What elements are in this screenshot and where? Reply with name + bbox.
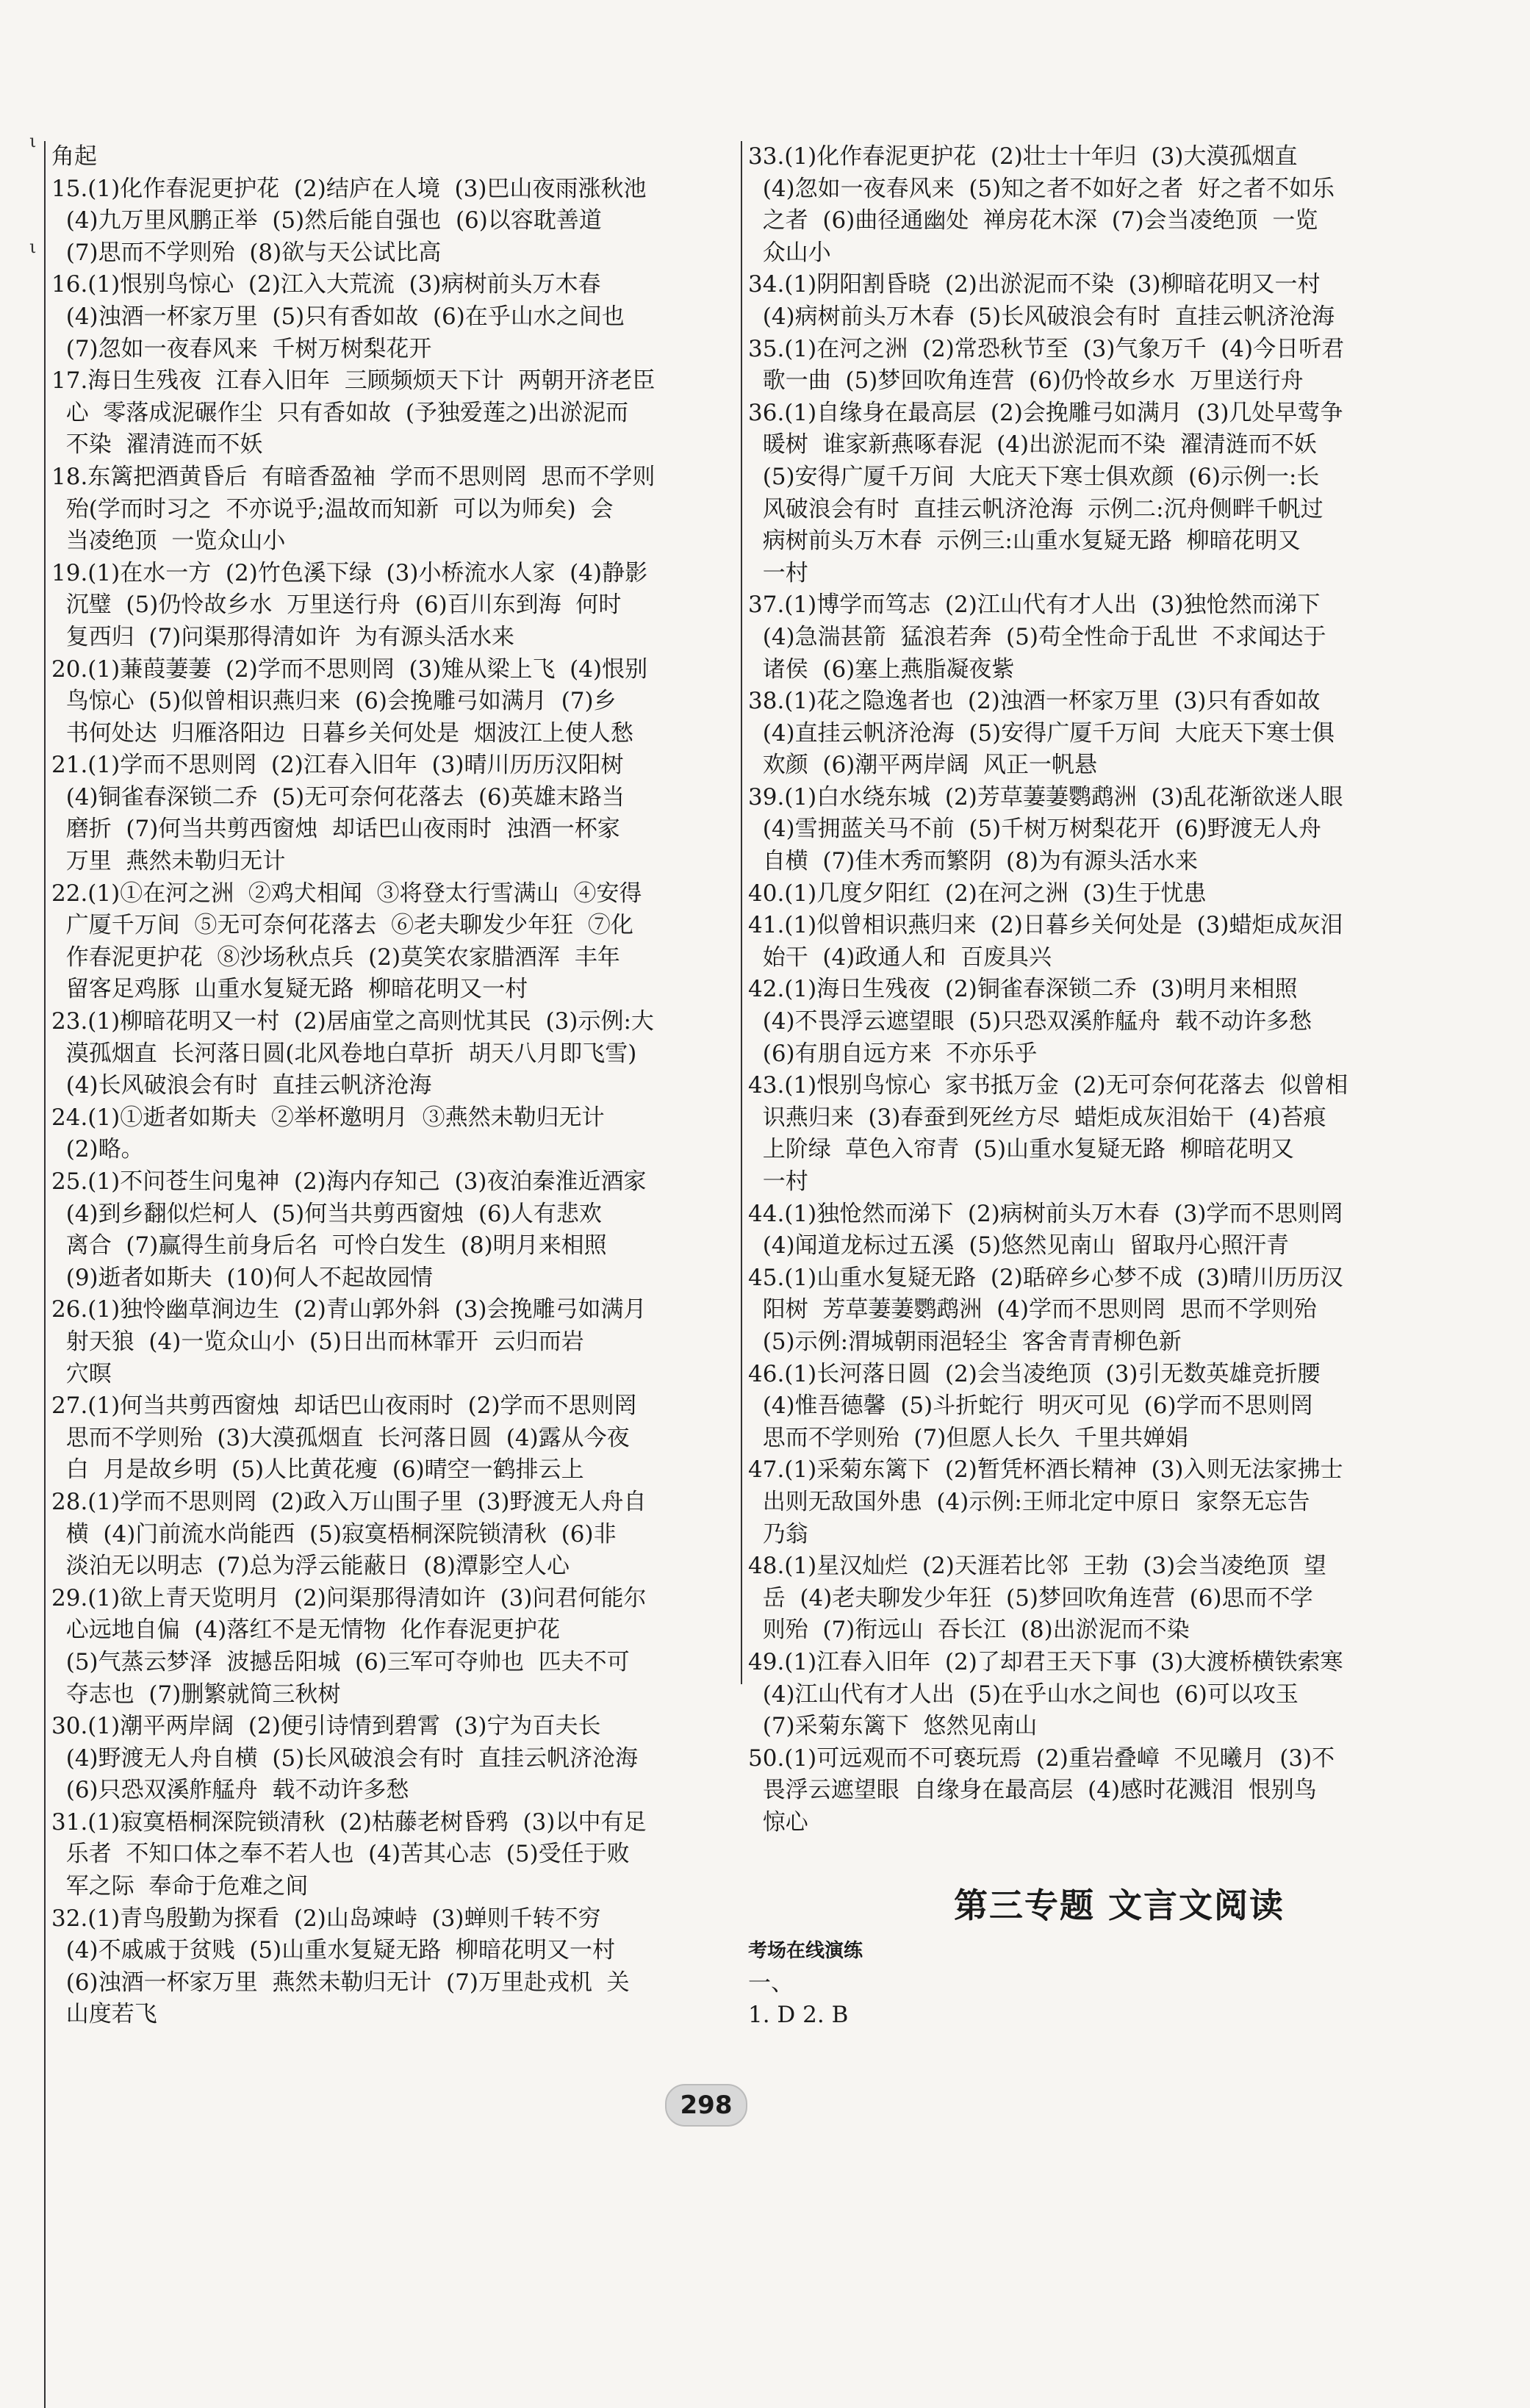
margin-mark: ι [29,237,37,257]
right-answer-list [748,141,1490,1839]
answer-item: 25.(1)不问苍生问鬼神 (2)海内存知己 (3)夜泊秦淮近酒家 (4)到乡翻似烂柯人 (5)何当共剪西窗烛 (6)人有悲欢 离合 (7)赢得生前身后名 可怜白发生 (8)明月来相照 (9)逝者如斯夫 (10)何人不起故园情 [51,1168,647,1291]
answer-item: 18.东篱把酒黄昏后 有暗香盈袖 学而不思则罔 思而不学则 殆(学而时习之 不亦说乎;温故而知新 可以为师矣) 会 当凌绝顶 一览众山小 [51,463,656,555]
answer-item: 23.(1)柳暗花明又一村 (2)居庙堂之高则忧其民 (3)示例:大 漠孤烟直 长河落日圆(北风卷地白草折 胡天八月即飞雪) (4)长风破浪会有时 直挂云帆济沧海 [51,1008,654,1099]
answer-item: 28.(1)学而不思则罔 (2)政入万山围子里 (3)野渡无人舟自 横 (4)门前流水尚能西 (5)寂寞梧桐深院锁清秋 (6)非 淡泊无以明志 (7)总为浮云能蔽日 (8)潭影空人心 [51,1488,647,1580]
answer-item: 17.海日生残夜 江春入旧年 三顾频烦天下计 两朝开济老臣 心 零落成泥碾作尘 只有香如故 (予独爱莲之)出淤泥而 不染 濯清涟而不妖 [51,367,656,459]
answer-item: 33.(1)化作春泥更护花 (2)壮士十年归 (3)大漠孤烟直 (4)忽如一夜春风来 (5)知之者不如好之者 好之者不如乐 之者 (6)曲径通幽处 禅房花木深 (7)会当凌绝顶 一览 众山小 [748,143,1335,266]
section-subtitle: 考场在线演练 [748,1940,863,1963]
answer-item: 24.(1)①逝者如斯夫 ②举杯邀明月 ③燕然未勒归无计 (2)略。 [51,1104,605,1163]
answer-item: 49.(1)江春入旧年 (2)了却君王天下事 (3)大渡桥横铁索寒 (4)江山代有才人出 (5)在乎山水之间也 (6)可以攻玉 (7)采菊东篱下 悠然见南山 [748,1648,1343,1740]
margin-mark: ι [29,131,37,151]
answer-item: 角起 [51,143,97,170]
answer-item: 34.(1)阴阳割昏晓 (2)出淤泥而不染 (3)柳暗花明又一村 (4)病树前头万木春 (5)长风破浪会有时 直挂云帆济沧海 [748,271,1335,330]
answer-item: 26.(1)独怜幽草涧边生 (2)青山郭外斜 (3)会挽雕弓如满月 射天狼 (4)一览众山小 (5)日出而林霏开 云归而岩 穴暝 [51,1296,647,1387]
answer-item: 32.(1)青鸟殷勤为探看 (2)山岛竦峙 (3)蝉则千转不穷 (4)不戚戚于贫贱 (5)山重水复疑无路 柳暗花明又一村 (6)浊酒一杯家万里 燕然未勒归无计 (7)万里赴戎机 关 山度若飞 [51,1905,630,2028]
right-column [741,141,1490,2029]
answer-item: 19.(1)在水一方 (2)竹色溪下绿 (3)小桥流水人家 (4)静影 沉璧 (5)仍怜故乡水 万里送行舟 (6)百川东到海 何时 复西归 (7)问渠那得清如许 为有源头活水来 [51,559,648,650]
answer-item: 29.(1)欲上青天览明月 (2)问渠那得清如许 (3)问君何能尔 心远地自偏 (4)落红不是无情物 化作春泥更护花 (5)气蒸云梦泽 波撼岳阳城 (6)三军可夺帅也 匹夫不可 夺志也 (7)删繁就简三秋树 [51,1584,647,1708]
part-answers: 1. D 2. B [748,2002,849,2029]
part-label: 一、 [748,1969,794,1997]
answer-item: 30.(1)潮平两岸阔 (2)便引诗情到碧霄 (3)宁为百夫长 (4)野渡无人舟自横 (5)长风破浪会有时 直挂云帆济沧海 (6)只恐双溪舴艋舟 载不动许多愁 [51,1713,638,1804]
answer-item: 22.(1)①在河之洲 ②鸡犬相闻 ③将登太行雪满山 ④安得 广厦千万间 ⑤无可奈何花落去 ⑥老夫聊发少年狂 ⑦化 作春泥更护花 ⑧沙场秋点兵 (2)莫笑农家腊酒浑 丰年 留客足鸡豚 山重水复疑无路 柳暗花明又一村 [51,880,642,1003]
answer-item: 42.(1)海日生残夜 (2)铜雀春深锁二乔 (3)明月来相照 (4)不畏浮云遮望眼 (5)只恐双溪舴艋舟 载不动许多愁 (6)有朋自远方来 不亦乐乎 [748,976,1312,1067]
answer-item: 39.(1)白水绕东城 (2)芳草萋萋鹦鹉洲 (3)乱花渐欲迷人眼 (4)雪拥蓝关马不前 (5)千树万树梨花开 (6)野渡无人舟 自横 (7)佳木秀而繁阴 (8)为有源头活水来 [748,783,1343,875]
answer-item: 48.(1)星汉灿烂 (2)天涯若比邻 王勃 (3)会当凌绝顶 望 岳 (4)老夫聊发少年狂 (5)梦回吹角连营 (6)思而不学 则殆 (7)衔远山 吞长江 (8)出淤泥而不染 [748,1553,1326,1644]
answer-item: 47.(1)采菊东篱下 (2)暂凭杯酒长精神 (3)入则无法家拂士 出则无敌国外患 (4)示例:王师北定中原日 家祭无忘告 乃翁 [748,1456,1343,1548]
answer-item: 16.(1)恨别鸟惊心 (2)江入大荒流 (3)病树前头万木春 (4)浊酒一杯家万里 (5)只有香如故 (6)在乎山水之间也 (7)忽如一夜春风来 千树万树梨花开 [51,271,625,362]
answer-item: 35.(1)在河之洲 (2)常恐秋节至 (3)气象万千 (4)今日听君 歌一曲 (5)梦回吹角连营 (6)仍怜故乡水 万里送行舟 [748,335,1345,395]
answer-item: 38.(1)花之隐逸者也 (2)浊酒一杯家万里 (3)只有香如故 (4)直挂云帆济沧海 (5)安得广厦千万间 大庇天下寒士俱 欢颜 (6)潮平两岸阔 风正一帆悬 [748,688,1335,779]
left-column [44,141,728,2408]
answer-item: 27.(1)何当共剪西窗烛 却话巴山夜雨时 (2)学而不思则罔 思而不学则殆 (3)大漠孤烟直 长河落日圆 (4)露从今夜 白 月是故乡明 (5)人比黄花瘦 (6)晴空一鹤排云上 [51,1392,637,1484]
answer-item: 45.(1)山重水复疑无路 (2)聒碎乡心梦不成 (3)晴川历历汉 阳树 芳草萋萋鹦鹉洲 (4)学而不思则罔 思而不学则殆 (5)示例:渭城朝雨浥轻尘 客舍青青柳色新 [748,1264,1343,1355]
section-title: 第三专题 文言文阅读 [953,1886,1285,1926]
answer-item: 15.(1)化作春泥更护花 (2)结庐在人境 (3)巴山夜雨涨秋池 (4)九万里风鹏正举 (5)然后能自强也 (6)以容耽善道 (7)思而不学则殆 (8)欲与天公试比高 [51,175,647,266]
page-number: 298 [665,2084,747,2127]
answer-item: 20.(1)蒹葭萋萋 (2)学而不思则罔 (3)雉从梁上飞 (4)恨别 鸟惊心 (5)似曾相识燕归来 (6)会挽雕弓如满月 (7)乡 书何处达 归雁洛阳边 日暮乡关何处是 烟波江上使人愁 [51,655,648,747]
section-header [748,1886,1490,2031]
answer-item: 36.(1)自缘身在最高层 (2)会挽雕弓如满月 (3)几处早莺争 暖树 谁家新燕啄春泥 (4)出淤泥而不染 濯清涟而不妖 (5)安得广厦千万间 大庇天下寒士俱欢颜 (6)示例一:长 风破浪会有时 直挂云帆济沧海 示例二:沉舟侧畔千帆过 病树前头万木春 示例三:山重水复疑无路 柳暗花明又 一村 [748,399,1343,586]
answer-item: 46.(1)长河落日圆 (2)会当凌绝顶 (3)引无数英雄竞折腰 (4)惟吾德馨 (5)斗折蛇行 明灭可见 (6)学而不思则罔 思而不学则殆 (7)但愿人长久 千里共婵娟 [748,1360,1321,1451]
answer-item: 31.(1)寂寞梧桐深院锁清秋 (2)枯藤老树昏鸦 (3)以中有足 乐者 不知口体之奉不若人也 (4)苦其心志 (5)受任于败 军之际 奉命于危难之间 [51,1808,647,1900]
answer-item: 40.(1)几度夕阳红 (2)在河之洲 (3)生于忧患 [748,880,1207,907]
answer-item: 50.(1)可远观而不可亵玩焉 (2)重岩叠嶂 不见曦月 (3)不 畏浮云遮望眼 自缘身在最高层 (4)感时花溅泪 恨别鸟 惊心 [748,1744,1335,1836]
answer-item: 21.(1)学而不思则罔 (2)江春入旧年 (3)晴川历历汉阳树 (4)铜雀春深锁二乔 (5)无可奈何花落去 (6)英雄末路当 磨折 (7)何当共剪西窗烛 却话巴山夜雨时 浊酒一杯家 万里 燕然未勒归无计 [51,752,625,875]
answer-item: 43.(1)恨别鸟惊心 家书抵万金 (2)无可奈何花落去 似曾相 识燕归来 (3)春蚕到死丝方尽 蜡炬成灰泪始干 (4)苔痕 上阶绿 草色入帘青 (5)山重水复疑无路 柳暗花明又 一村 [748,1072,1348,1195]
answer-item: 41.(1)似曾相识燕归来 (2)日暮乡关何处是 (3)蜡炬成灰泪 始干 (4)政通人和 百废具兴 [748,912,1343,971]
answer-item: 44.(1)独怆然而涕下 (2)病树前头万木春 (3)学而不思则罔 (4)闻道龙标过五溪 (5)悠然见南山 留取丹心照汗青 [748,1200,1343,1259]
answer-item: 37.(1)博学而笃志 (2)江山代有才人出 (3)独怆然而涕下 (4)急湍甚箭 猛浪若奔 (5)苟全性命于乱世 不求闻达于 诸侯 (6)塞上燕脂凝夜紫 [748,592,1326,683]
